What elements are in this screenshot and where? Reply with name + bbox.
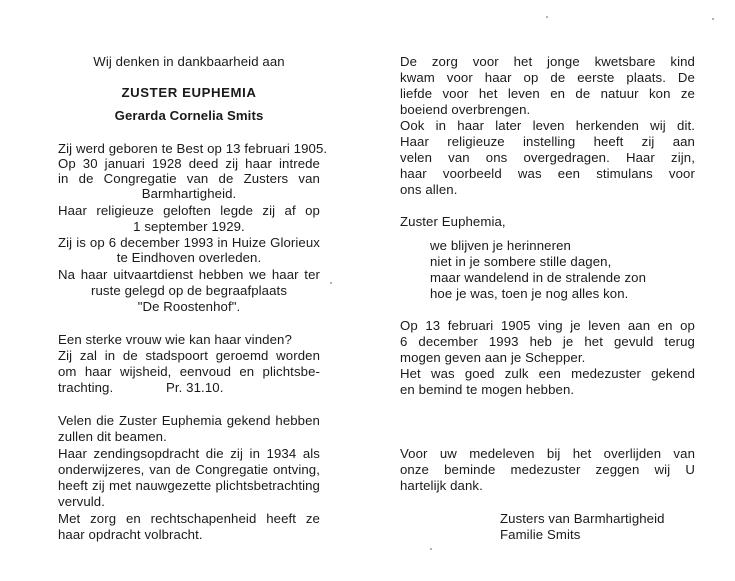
life-line: en bemind te mogen hebben. (400, 382, 575, 397)
quote-line: trachting. (58, 380, 114, 395)
care-line: Ook in haar later leven herkenden wij dit. (400, 118, 695, 133)
signature-line: Zusters van Barmhartigheid (500, 511, 665, 526)
bio-line: Haar religieuze geloften legde zij af op (58, 203, 320, 218)
bio-line: "De Roostenhof". (137, 299, 241, 314)
care-line: Haar religieuze instelling heeft zij aan (400, 134, 695, 149)
life-line: 6 december 1993 heb je het gevuld terug (400, 334, 695, 349)
thanks-line: hartelijk dank. (400, 478, 483, 493)
signature-line: Familie Smits (500, 527, 581, 542)
care-line: boeiend overbrengen. (400, 102, 531, 117)
closing-line: haar opdracht volbracht. (58, 527, 203, 542)
bio-line: 1 september 1929. (133, 219, 245, 234)
print-speck (430, 548, 432, 550)
care-line: haar voorbeeld was een stimulans voor (400, 166, 695, 181)
life-line: Op 13 februari 1905 ving je leven aan en op (400, 318, 695, 333)
print-speck (330, 282, 332, 284)
scripture-reference: Pr. 31.10. (166, 380, 224, 395)
closing-line: Velen die Zuster Euphemia gekend hebben (58, 413, 320, 428)
closing-line: zullen dit beamen. (58, 429, 167, 444)
quote-line: Een sterke vrouw wie kan haar vinden? (58, 332, 292, 347)
print-speck (712, 18, 714, 20)
closing-line: vervuld. (58, 494, 105, 509)
life-line: mogen geven aan je Schepper. (400, 350, 586, 365)
bio-line: Barmhartigheid. (141, 186, 237, 201)
closing-line: Met zorg en rechtschapenheid heeft ze (58, 511, 320, 526)
bio-line: te Eindhoven overleden. (116, 250, 262, 265)
closing-line: onderwijzeres, van de Congregatie ontving, (58, 462, 320, 477)
bio-line: in de Congregatie van de Zusters van (58, 171, 320, 186)
poem-line: maar wandelend in de stralende zon (430, 270, 647, 285)
poem-line: niet in je sombere stille dagen, (430, 254, 612, 269)
address-line: Zuster Euphemia, (400, 214, 506, 229)
care-line: ons allen. (400, 182, 458, 197)
poem-line: hoe je was, toen je nog alles kon. (430, 286, 629, 301)
bio-line: Na haar uitvaartdienst hebben we haar ter (58, 267, 320, 282)
bio-line: ruste gelegd op de begraafplaats (90, 283, 288, 298)
thanks-line: Voor uw medeleven bij het overlijden van (400, 446, 695, 461)
quote-line: om haar wijsheid, eenvoud en plichtsbe- (58, 364, 320, 379)
closing-line: Haar zendingsopdracht die zij in 1934 als (58, 446, 320, 461)
bio-line: Zij werd geboren te Best op 13 februari 1905. (58, 141, 328, 156)
closing-line: heeft zij met nauwgezette plichtsbetrachting (58, 478, 320, 493)
bio-line: Op 30 januari 1928 deed zij haar intrede (58, 156, 320, 171)
care-line: liefde voor het leven en de natuur kon ze (400, 86, 695, 101)
life-line: Het was goed zulk een medezuster gekend (400, 366, 695, 381)
intro-line: Wij denken in dankbaarheid aan (93, 54, 285, 69)
bio-line: Zij is op 6 december 1993 in Huize Glorieux (58, 235, 320, 250)
thanks-line: onze beminde medezuster zeggen wij U (400, 462, 695, 477)
deceased-name: ZUSTER EUPHEMIA (121, 85, 257, 100)
print-speck (546, 16, 548, 18)
poem-line: we blijven je herinneren (430, 238, 571, 253)
care-line: De zorg voor het jonge kwetsbare kind (400, 54, 695, 69)
quote-line: Zij zal in de stadspoort geroemd worden (58, 348, 320, 363)
civil-name: Gerarda Cornelia Smits (114, 108, 264, 123)
care-line: kwam voor haar op de eerste plaats. De (400, 70, 695, 85)
care-line: velen van ons overgedragen. Haar zijn, (400, 150, 695, 165)
